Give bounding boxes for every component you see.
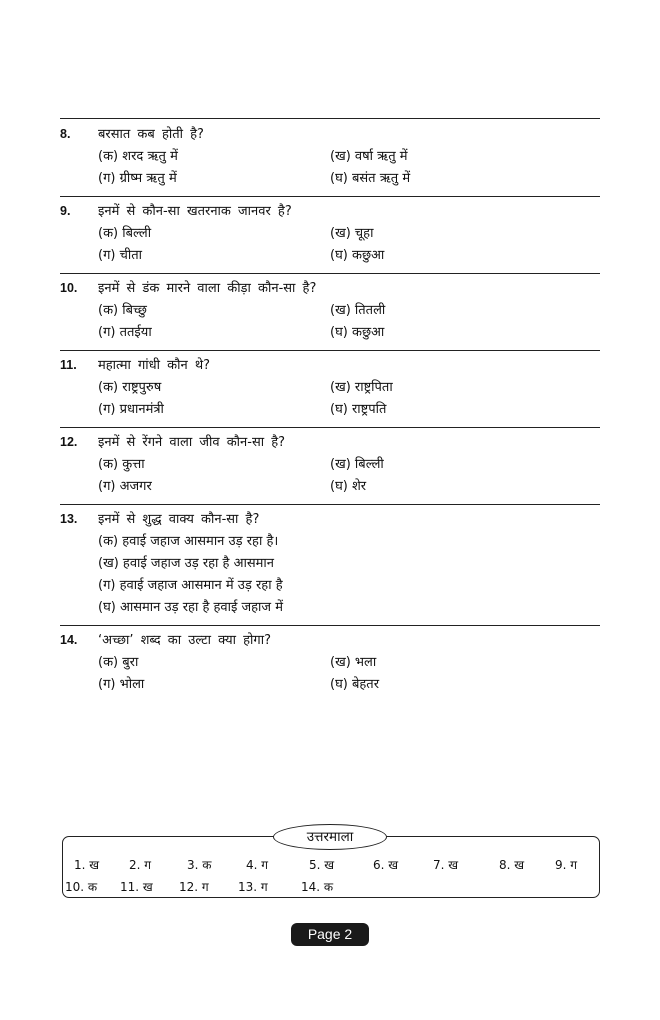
option: (ग) ग्रीष्म ऋतु में (98, 171, 177, 186)
option: (घ) राष्ट्रपति (330, 402, 387, 417)
option: (क) कुत्ता (98, 457, 145, 472)
question-number: 13. (60, 512, 78, 526)
question-text: इनमें से रेंगने वाला जीव कौन-सा है? (98, 435, 286, 450)
answer-item: 10. क (65, 880, 98, 894)
answer-item: 1. ख (74, 858, 100, 872)
option: (घ) बसंत ऋतु में (330, 171, 411, 186)
question-text: इनमें से डंक मारने वाला कीड़ा कौन-सा है? (98, 281, 317, 296)
option: (ग) हवाई जहाज आसमान में उड़ रहा है (98, 578, 283, 593)
page-number-badge: Page 2 (291, 923, 369, 946)
option: (ख) तितली (330, 303, 386, 318)
answer-item: 7. ख (433, 858, 459, 872)
answer-row (63, 856, 599, 876)
option: (क) हवाई जहाज आसमान उड़ रहा है। (98, 534, 279, 549)
question-12 (60, 427, 600, 504)
option: (क) राष्ट्रपुरुष (98, 380, 162, 395)
question-14 (60, 625, 600, 702)
answer-item: 3. क (187, 858, 212, 872)
question-8 (60, 118, 600, 196)
question-text: इनमें से कौन-सा खतरनाक जानवर है? (98, 204, 292, 219)
answer-item: 13. ग (238, 880, 268, 894)
answer-key-box (62, 829, 600, 898)
option: (ग) भोला (98, 677, 145, 692)
option: (ग) अजगर (98, 479, 152, 494)
option: (घ) शेर (330, 479, 367, 494)
option: (घ) बेहतर (330, 677, 380, 692)
option: (ग) चीता (98, 248, 142, 263)
answer-item: 4. ग (246, 858, 269, 872)
option: (क) शरद ऋतु में (98, 149, 178, 164)
question-number: 14. (60, 633, 78, 647)
question-text: महात्मा गांधी कौन थे? (98, 358, 211, 373)
option: (घ) आसमान उड़ रहा है हवाई जहाज में (98, 600, 283, 615)
option: (घ) कछुआ (330, 248, 385, 263)
question-text: बरसात कब होती है? (98, 127, 204, 142)
answer-item: 14. क (301, 880, 334, 894)
option: (ग) ततईया (98, 325, 152, 340)
question-number: 12. (60, 435, 78, 449)
question-13 (60, 504, 600, 625)
option: (ग) प्रधानमंत्री (98, 402, 164, 417)
answer-key-title: उत्तरमाला (273, 824, 387, 850)
answer-item: 12. ग (179, 880, 209, 894)
answer-item: 8. ख (499, 858, 525, 872)
option: (ख) चूहा (330, 226, 374, 241)
answer-item: 2. ग (129, 858, 152, 872)
questions-list (60, 118, 600, 702)
option: (ख) बिल्ली (330, 457, 384, 472)
question-number: 8. (60, 127, 71, 141)
option: (ख) हवाई जहाज उड़ रहा है आसमान (98, 556, 275, 571)
question-number: 9. (60, 204, 71, 218)
question-text: ‘अच्छा’ शब्द का उल्टा क्या होगा? (98, 633, 271, 648)
option: (क) बुरा (98, 655, 139, 670)
question-10 (60, 273, 600, 350)
option: (ख) वर्षा ऋतु में (330, 149, 408, 164)
option: (घ) कछुआ (330, 325, 385, 340)
question-number: 10. (60, 281, 78, 295)
question-9 (60, 196, 600, 273)
answer-item: 9. ग (555, 858, 578, 872)
option: (ख) राष्ट्रपिता (330, 380, 393, 395)
answer-item: 6. ख (373, 858, 399, 872)
option: (क) बिच्छु (98, 303, 147, 318)
answer-item: 11. ख (120, 880, 153, 894)
answer-row (63, 878, 599, 898)
question-text: इनमें से शुद्ध वाक्य कौन-सा है? (98, 512, 260, 527)
question-number: 11. (60, 358, 77, 372)
answer-item: 5. ख (309, 858, 335, 872)
question-11 (60, 350, 600, 427)
option: (क) बिल्ली (98, 226, 152, 241)
option: (ख) भला (330, 655, 377, 670)
